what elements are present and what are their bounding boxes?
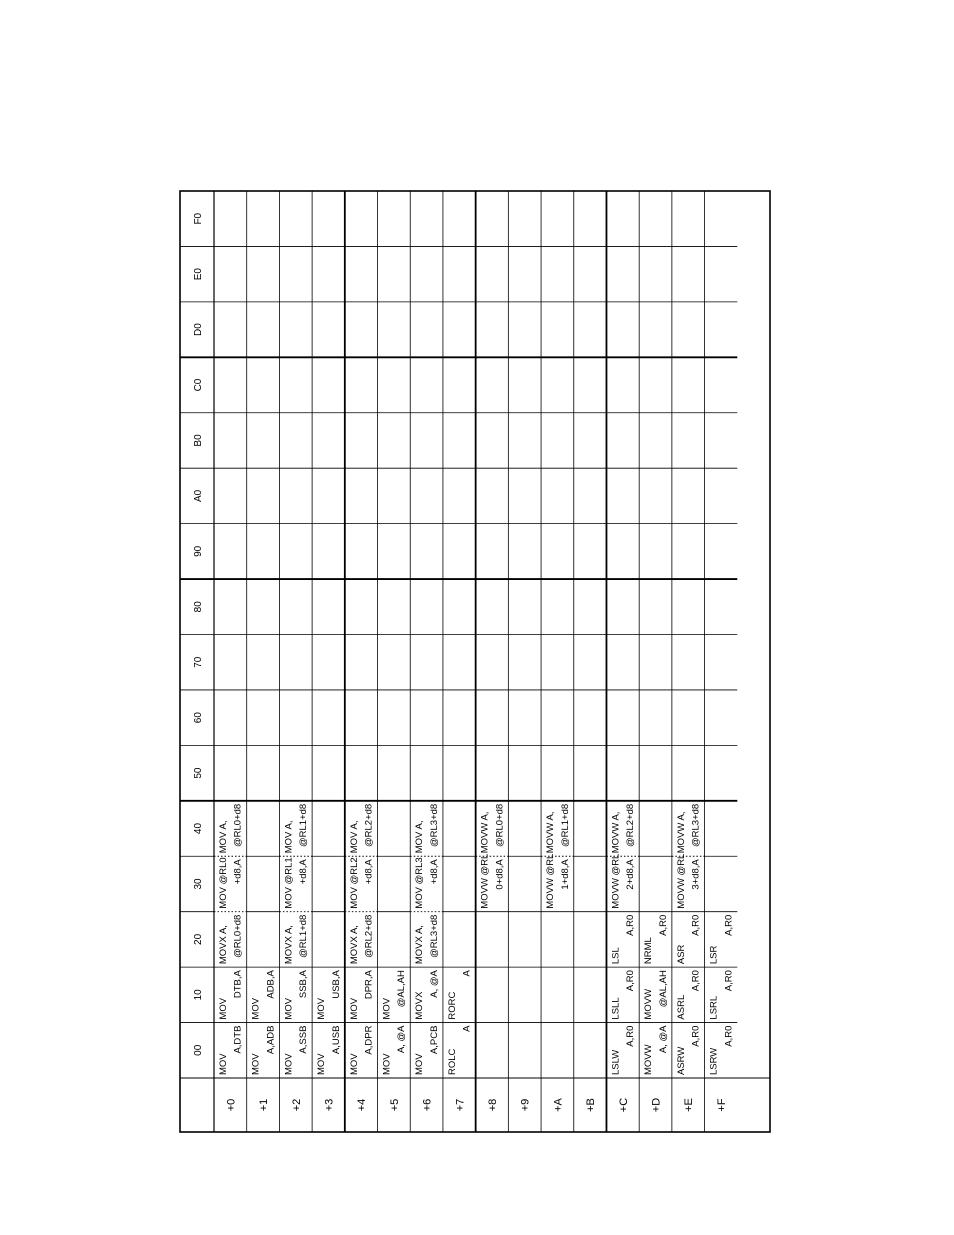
row-header-label: +E [683, 1098, 696, 1112]
opcode-operands: A,R0 [625, 970, 637, 992]
opcode-operands: 0+d8,A [494, 859, 506, 890]
opcode-cell [283, 857, 309, 908]
opcode-mnemonic: MOVW A, [479, 811, 491, 854]
column-header-label: B0 [193, 434, 204, 447]
opcode-operands: 3+d8,A [690, 859, 702, 890]
row-header-label: +9 [519, 1098, 532, 1112]
opcode-cell [480, 804, 506, 853]
opcode-operands: +d8,A [298, 859, 310, 885]
opcode-operands: A,DPR [363, 1025, 375, 1055]
opcode-mnemonic: MOV @RL3 [414, 857, 426, 909]
opcode-mnemonic: LSLL [610, 997, 622, 1020]
opcode-operands: A,R0 [723, 1025, 735, 1047]
opcode-cell [676, 970, 702, 1019]
opcode-cell [283, 969, 309, 1019]
opcode-cell [676, 854, 702, 909]
opcode-cell [414, 915, 440, 964]
column-header-label: E0 [193, 268, 204, 281]
opcode-operands: A,R0 [690, 914, 702, 936]
opcode-operands: @RL1+d8 [298, 914, 310, 958]
opcode-mnemonic: MOV A, [283, 820, 295, 854]
column-header-label: 40 [193, 822, 204, 835]
opcode-operands: 2+d8,A [625, 859, 637, 890]
opcode-mnemonic: MOV [316, 1053, 328, 1075]
opcode-operands: +d8,A [428, 859, 440, 885]
opcode-cell [709, 970, 735, 1019]
opcode-mnemonic: MOV [250, 1053, 262, 1075]
opcode-operands: @RL3+d8 [428, 914, 440, 958]
opcode-operands: @RL0+d8 [494, 803, 506, 847]
opcode-cell [382, 970, 408, 1020]
opcode-operands: @RL2+d8 [363, 803, 375, 847]
opcode-mnemonic: MOVW A, [545, 811, 557, 854]
row-header-label: +F [715, 1098, 728, 1112]
opcode-operands: @RL0+d8 [232, 914, 244, 958]
opcode-operands: A,SSB [298, 1025, 310, 1054]
opcode-operands: @AL,AH [657, 970, 669, 1008]
opcode-mnemonic: LSR [708, 945, 720, 965]
opcode-operands: @RL1+d8 [559, 803, 571, 847]
column-header-label: 50 [193, 767, 204, 779]
opcode-cell [676, 915, 702, 964]
opcode-mnemonic: MOV [218, 1053, 229, 1075]
opcode-cell [447, 1025, 473, 1075]
opcode-mnemonic: MOV [348, 997, 360, 1020]
row-header-label: +7 [454, 1098, 467, 1112]
opcode-operands: +d8,A [232, 859, 244, 885]
opcode-mnemonic: MOVX A, [348, 925, 360, 965]
row-header-label: +3 [323, 1098, 336, 1112]
opcode-cell [251, 1026, 277, 1075]
opcode-operands: @RL2+d8 [363, 914, 375, 958]
opcode-mnemonic: MOV A, [218, 820, 229, 854]
opcode-mnemonic: LSLW [610, 1049, 622, 1075]
opcode-cell [610, 854, 636, 909]
column-header-label: A0 [193, 489, 204, 503]
opcode-cell [283, 804, 309, 853]
opcode-cell [447, 969, 473, 1019]
opcode-mnemonic: MOVW [643, 988, 655, 1020]
opcode-operands: A,USB [330, 1025, 342, 1055]
opcode-cell [349, 857, 375, 908]
column-header-label: 80 [193, 601, 204, 613]
opcode-mnemonic: MOVX A, [414, 925, 426, 965]
opcode-cell [349, 915, 375, 964]
opcode-mnemonic: MOV A, [348, 820, 360, 854]
opcode-cell [218, 804, 244, 853]
opcode-cell [283, 1026, 309, 1075]
opcode-cell [349, 969, 375, 1019]
opcode-operands: A [461, 970, 473, 977]
opcode-mnemonic: ASRL [675, 994, 687, 1020]
opcode-operands: DPR,A [363, 970, 375, 1000]
column-header-label: C0 [193, 378, 204, 392]
opcode-mnemonic: MOVX [414, 991, 426, 1020]
opcode-mnemonic: MOV [316, 997, 328, 1020]
column-header-label: 70 [193, 656, 204, 668]
opcode-cell [480, 854, 506, 909]
row-header-label: +2 [290, 1098, 303, 1112]
opcode-operands: @RL0+d8 [232, 803, 244, 847]
opcode-cell [218, 969, 244, 1019]
row-header-label: +B [585, 1098, 598, 1112]
opcode-cell [643, 915, 669, 964]
opcode-operands: ADB,A [265, 970, 277, 999]
opcode-cell [414, 969, 440, 1019]
opcode-mnemonic: MOV [283, 997, 295, 1020]
row-header-label: +8 [487, 1098, 499, 1112]
opcode-cell [218, 857, 244, 908]
opcode-mnemonic: RORC [446, 991, 458, 1020]
opcode-operands: DTB,A [232, 970, 244, 999]
opcode-mnemonic: NRML [643, 937, 655, 965]
opcode-operands: A,ADB [265, 1025, 277, 1055]
column-header-label: 10 [193, 989, 204, 1001]
opcode-operands: +d8,A [363, 859, 375, 885]
opcode-operands: @RL2+d8 [625, 803, 637, 847]
opcode-mnemonic: MOV [250, 997, 262, 1020]
opcode-cell [218, 915, 244, 964]
opcode-mnemonic: MOVW @RL [675, 853, 687, 909]
opcode-operands: 1+d8,A [559, 859, 571, 890]
opcode-cell [643, 1025, 669, 1075]
opcode-mnemonic: MOV @RL1 [283, 857, 295, 909]
opcode-mnemonic: MOV [283, 1053, 295, 1075]
opcode-mnemonic: MOVW @RL [610, 853, 622, 909]
opcode-cell [382, 1025, 408, 1075]
opcode-cell [283, 915, 309, 964]
opcode-cell [349, 1025, 375, 1075]
opcode-operands: SSB,A [298, 970, 310, 999]
opcode-mnemonic: MOV @RL0 [218, 857, 229, 909]
opcode-mnemonic: ROLC [446, 1048, 458, 1075]
opcode-cell [709, 915, 735, 964]
row-header-label: +5 [388, 1098, 401, 1112]
opcode-cell [218, 1026, 244, 1075]
opcode-operands: A, @A [428, 970, 440, 998]
column-header-label: D0 [193, 323, 204, 336]
opcode-operands: A, @A [657, 1025, 669, 1054]
opcode-cell [414, 1026, 440, 1075]
opcode-operands: A,DTB [232, 1025, 244, 1054]
opcode-mnemonic: MOV [414, 1053, 426, 1075]
opcode-cell [251, 969, 277, 1019]
opcode-operands: A, @A [396, 1025, 408, 1054]
column-header-label: 30 [193, 878, 204, 890]
row-header-label: +0 [225, 1098, 238, 1112]
opcode-mnemonic: MOVW [643, 1044, 655, 1075]
column-header-label: 00 [193, 1044, 204, 1056]
opcode-operands: @RL3+d8 [690, 803, 702, 847]
opcode-mnemonic: MOVW @RL [545, 853, 557, 909]
opcode-cell [545, 804, 571, 853]
opcode-mnemonic: MOVW A, [610, 811, 622, 854]
opcode-operands: A,R0 [625, 914, 637, 936]
opcode-mnemonic: ASRW [675, 1046, 687, 1075]
opcode-operands: A,R0 [723, 914, 735, 936]
opcode-mnemonic: MOV [381, 1053, 393, 1075]
row-header-label: +A [552, 1098, 565, 1112]
opcode-cell [316, 1026, 342, 1075]
opcode-operands: A,R0 [690, 1025, 702, 1047]
opcode-cell [610, 970, 636, 1019]
opcode-mnemonic: LSRW [708, 1047, 720, 1075]
opcode-cell [349, 804, 375, 853]
opcode-mnemonic: MOVX A, [218, 925, 229, 965]
column-header-label: 20 [193, 933, 204, 945]
opcode-mnemonic: ASR [675, 944, 687, 965]
opcode-mnemonic: MOV A, [414, 820, 426, 854]
opcode-operands: A,R0 [625, 1025, 637, 1047]
opcode-operands: A,R0 [690, 970, 702, 992]
opcode-operands: @RL3+d8 [428, 803, 440, 847]
opcode-cell [643, 970, 669, 1020]
opcode-mnemonic: MOV [381, 997, 393, 1020]
opcode-cell [414, 857, 440, 908]
row-header-label: +D [650, 1097, 663, 1113]
opcode-cell [414, 804, 440, 853]
opcode-operands: A,PCB [428, 1025, 440, 1055]
opcode-cell [676, 1026, 702, 1075]
opcode-operands: A,R0 [657, 914, 669, 936]
row-header-label: +C [617, 1097, 630, 1113]
opcode-cell [676, 804, 702, 853]
opcode-cell [610, 915, 636, 964]
opcode-cell [610, 1026, 636, 1075]
opcode-cell [316, 969, 342, 1019]
opcode-cell [545, 854, 571, 909]
row-header-label: +1 [258, 1098, 271, 1112]
opcode-mnemonic: LSRL [708, 995, 720, 1020]
opcode-mnemonic: MOVW @RL [479, 853, 491, 909]
column-header-label: F0 [193, 212, 204, 225]
opcode-operands: A [461, 1025, 473, 1032]
opcode-cell [709, 1026, 735, 1075]
row-header-label: +4 [356, 1098, 369, 1112]
opcode-mnemonic: MOV [218, 997, 229, 1020]
opcode-operands: @RL1+d8 [298, 803, 310, 847]
opcode-cell [610, 804, 636, 853]
column-header-label: 90 [193, 545, 204, 557]
opcode-mnemonic: MOV [348, 1053, 360, 1075]
column-header-label: 60 [193, 712, 204, 724]
row-header-label: +6 [421, 1098, 434, 1112]
opcode-mnemonic: MOVX A, [283, 925, 295, 965]
opcode-mnemonic: MOVW A, [675, 811, 687, 854]
opcode-mnemonic: MOV @RL2 [348, 857, 360, 909]
opcode-operands: USB,A [330, 970, 342, 999]
opcode-mnemonic: LSL [610, 947, 622, 965]
opcode-operands: @AL,AH [396, 970, 408, 1008]
opcode-operands: A,R0 [723, 970, 735, 992]
